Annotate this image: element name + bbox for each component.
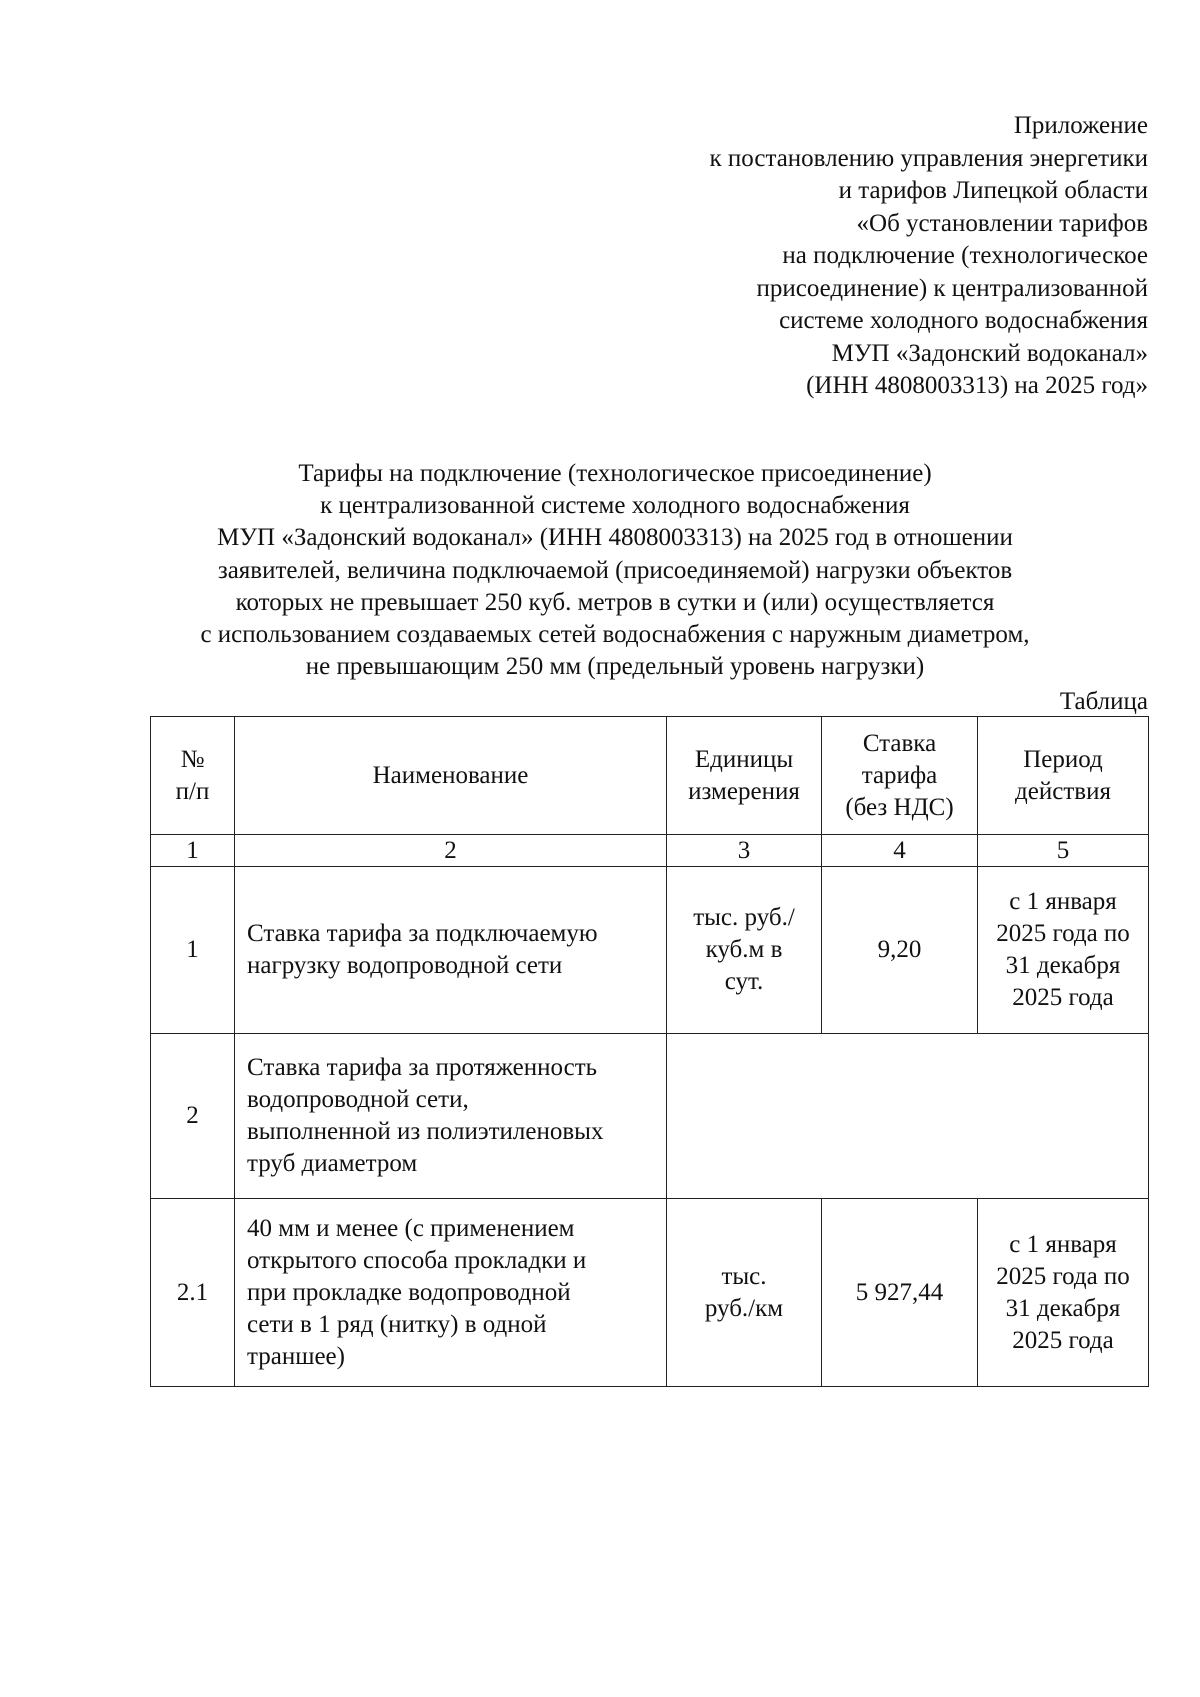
header-name	[235, 717, 667, 835]
row-name-line: Ставка тарифа за протяженность	[247, 1054, 598, 1081]
row-rate: 5 927,44	[822, 1199, 978, 1387]
appendix-line: системе холодного водоснабжения	[779, 307, 1148, 334]
column-number: 5	[978, 835, 1149, 867]
row-name-line: нагрузку водопроводной сети	[247, 952, 563, 979]
row-name-line: выполненной из полиэтиленовых	[247, 1118, 604, 1145]
appendix-line: Приложение	[1013, 112, 1148, 139]
row-period-line: с 1 января	[1009, 1230, 1117, 1258]
appendix-line: к постановлению управления энергетики	[709, 144, 1148, 172]
row-unit	[667, 1199, 822, 1387]
header-period-line: действия	[1015, 777, 1111, 805]
header-unit	[667, 717, 822, 835]
header-number-line: п/п	[175, 777, 210, 805]
row-period-line: 2025 года по	[996, 920, 1130, 947]
column-number: 2	[235, 835, 667, 867]
row-name	[235, 867, 667, 1034]
column-number-row	[151, 835, 1149, 867]
appendix-block	[528, 110, 1148, 403]
column-number: 1	[151, 835, 235, 867]
column-number: 3	[667, 835, 822, 867]
appendix-line: МУП «Задонский водоканал»	[831, 339, 1148, 367]
row-merged-empty	[667, 1034, 1149, 1199]
title-line: с использованием создаваемых сетей водоснабжения с наружным диаметром,	[200, 621, 1030, 649]
row-name-line: 40 мм и менее (с применением	[247, 1214, 575, 1242]
row-period-line: 31 декабря	[1005, 1294, 1121, 1322]
row-unit-line: тыс.	[721, 1262, 767, 1290]
row-unit	[667, 867, 822, 1034]
table-row	[151, 1199, 1149, 1387]
title-line: которых не превышает 250 куб. метров в сутки и (или) осуществляется	[235, 588, 995, 616]
title-line: не превышающим 250 мм (предельный уровень нагрузки)	[305, 653, 925, 681]
tariff-table	[150, 716, 1149, 1387]
header-number	[151, 717, 235, 835]
header-number-line: №	[180, 745, 205, 773]
header-period-line: Период	[1023, 745, 1103, 773]
row-name-line: сети в 1 ряд (нитку) в одной	[247, 1310, 547, 1338]
table-row	[151, 867, 1149, 1034]
header-period	[978, 717, 1149, 835]
row-name-line: открытого способа прокладки и	[247, 1246, 587, 1274]
header-unit-line: Единицы	[694, 745, 794, 773]
row-period-line: 2025 года	[1012, 984, 1114, 1011]
column-number: 4	[822, 835, 978, 867]
header-rate	[822, 717, 978, 835]
document-title	[150, 458, 1080, 683]
title-line: заявителей, величина подключаемой (присоединяемой) нагрузки объектов	[217, 556, 1013, 584]
row-number: 2.1	[151, 1199, 235, 1387]
header-unit-line: измерения	[688, 777, 800, 805]
appendix-line: на подключение (технологическое	[782, 242, 1148, 269]
appendix-line: и тарифов Липецкой области	[838, 177, 1148, 204]
row-name-line: водопроводной сети,	[247, 1086, 469, 1113]
title-line: Тарифы на подключение (технологическое присоединение)	[298, 460, 932, 487]
title-line: МУП «Задонский водоканал» (ИНН 4808003313) на 2025 год в отношении	[217, 524, 1013, 552]
row-period-line: 2025 года по	[996, 1262, 1130, 1290]
table-header-row	[151, 717, 1149, 835]
row-number: 2	[151, 1034, 235, 1199]
row-rate: 9,20	[822, 867, 978, 1034]
row-unit-line: тыс. руб./	[693, 904, 795, 931]
table-row	[151, 1034, 1149, 1199]
row-period	[978, 1199, 1149, 1387]
table-label: Таблица	[1059, 688, 1148, 715]
row-name	[235, 1199, 667, 1387]
row-period-line: с 1 января	[1009, 888, 1117, 915]
row-name-line: при прокладке водопроводной	[247, 1278, 571, 1306]
header-rate-line: тарифа	[861, 761, 938, 789]
row-unit-line: сут.	[724, 968, 764, 995]
row-name-line: Ставка тарифа за подключаемую	[247, 920, 598, 947]
row-period-line: 2025 года	[1012, 1326, 1114, 1354]
row-name	[235, 1034, 667, 1199]
row-number: 1	[151, 867, 235, 1034]
row-name-line: траншее)	[247, 1342, 345, 1370]
header-rate-line: (без НДС)	[845, 793, 954, 821]
row-period-line: 31 декабря	[1005, 952, 1121, 979]
appendix-line: присоединение) к централизованной	[756, 274, 1148, 302]
appendix-line: (ИНН 4808003313) на 2025 год»	[806, 372, 1148, 399]
title-line: к централизованной системе холодного водоснабжения	[320, 492, 910, 520]
appendix-line: «Об установлении тарифов	[856, 209, 1148, 237]
row-period	[978, 867, 1149, 1034]
row-unit-line: руб./км	[704, 1294, 784, 1322]
row-name-line: труб диаметром	[247, 1150, 418, 1177]
header-rate-line: Ставка	[862, 729, 937, 757]
row-unit-line: куб.м в	[705, 936, 783, 963]
header-name-text: Наименование	[372, 761, 529, 789]
